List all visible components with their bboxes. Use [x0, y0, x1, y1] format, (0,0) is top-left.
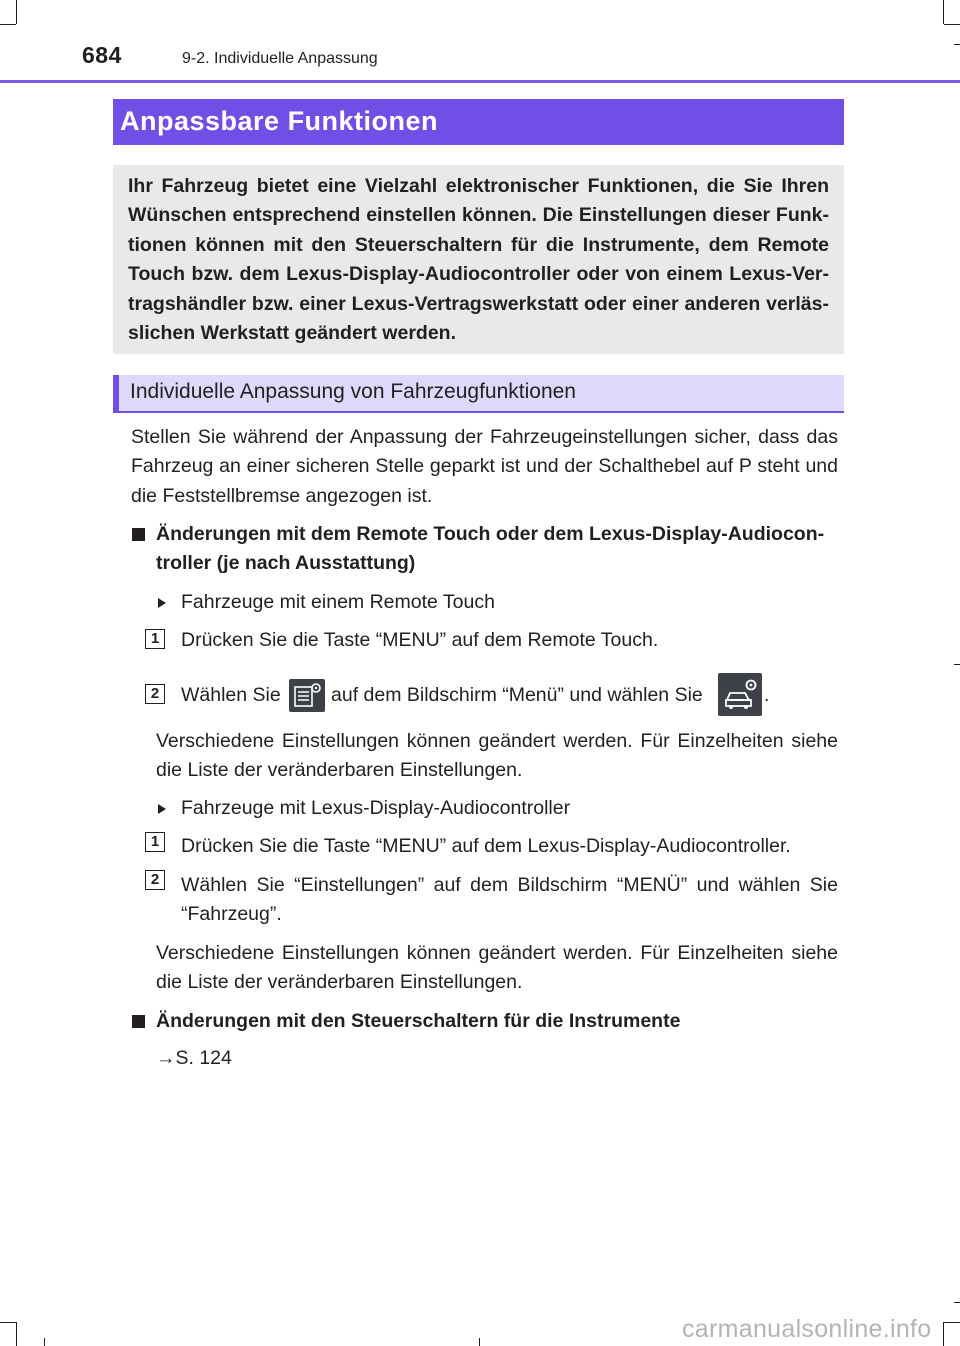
section-title: Anpassbare Funktionen	[113, 99, 844, 145]
crop-mark	[479, 1338, 480, 1346]
audio-controller-step2: Wählen Sie “Einstellungen” auf dem Bildschirm “MENÜ” und wählen Sie “Fahrzeug”.	[181, 874, 838, 926]
remote-touch-step1: Drücken Sie die Taste “MENU” auf dem Remote Touch.	[181, 629, 659, 651]
triangle-bullet-icon	[158, 598, 166, 608]
crop-mark	[16, 1322, 17, 1346]
audio-controller-note: Verschiedene Einstellungen können geändert werden. Für Einzelheiten siehe die Liste der veränderbaren Einstellungen.	[156, 942, 838, 994]
remote-touch-step2-part3: .	[764, 684, 770, 706]
crop-mark	[954, 44, 960, 45]
step-number-2: 2	[145, 684, 165, 704]
body-text: Stellen Sie während der Anpassung der Fahrzeugeinstellungen sicher, dass das Fahrzeug an einer sicheren Stelle geparkt ist und der Schalthebel auf P steht und die Feststellbremse angezogen ist.	[131, 426, 838, 507]
page-reference-link[interactable]: S. 124	[175, 1047, 232, 1069]
crop-mark	[944, 24, 960, 25]
step-number-1: 1	[145, 629, 165, 649]
page-reference	[156, 1044, 232, 1073]
subsection-title: Individuelle Anpassung von Fahrzeugfunktionen	[113, 375, 844, 413]
crop-mark	[44, 1338, 45, 1346]
crop-mark	[0, 24, 16, 25]
remote-touch-step2-part2: auf dem Bildschirm “Menü” und wählen Sie	[331, 684, 703, 706]
crop-mark	[943, 0, 944, 24]
intro-box	[113, 165, 844, 354]
step-number-2: 2	[145, 870, 165, 890]
settings-list-icon	[289, 679, 325, 712]
arrow-right-icon: →	[156, 1047, 176, 1069]
crop-mark	[16, 0, 17, 24]
remote-touch-note: Verschiedene Einstellungen können geändert werden. Für Einzelheiten siehe die Liste der veränderbaren Einstellungen.	[156, 730, 838, 782]
item1-heading: Änderungen mit dem Remote Touch oder dem Lexus-Display-Audiocon-troller (je nach Ausstattung)	[156, 523, 825, 575]
square-bullet-icon	[132, 1015, 145, 1028]
intro-text: Ihr Fahrzeug bietet eine Vielzahl elektronischer Funktionen, die Sie Ihren Wünschen entsprechend einstellen können. Die Einstellungen dieser Funk-tionen können mit den Steuerschaltern für die Instrumente, dem Remote Touch bzw. dem Lexus-Display-Audiocontroller oder von einem Lexus-Ver-tragshändler bzw. einer Lexus-Vertragswerkstatt oder einer anderen verläs-slichen Werkstatt geändert werden.	[128, 175, 829, 345]
remote-touch-step2-part1: Wählen Sie	[181, 684, 281, 706]
running-head: 9-2. Individuelle Anpassung	[182, 50, 378, 67]
crop-mark	[954, 664, 960, 665]
audio-controller-step1: Drücken Sie die Taste “MENU” auf dem Lexus-Display-Audiocontroller.	[181, 835, 791, 857]
vehicle-settings-icon	[718, 673, 762, 716]
step-number-1: 1	[145, 832, 165, 852]
remote-touch-label: Fahrzeuge mit einem Remote Touch	[181, 591, 495, 613]
crop-mark	[954, 1302, 960, 1303]
page-number: 684	[82, 42, 122, 68]
watermark: carmanualsonline.info	[682, 1315, 932, 1343]
header-divider	[0, 80, 960, 83]
square-bullet-icon	[132, 528, 145, 541]
crop-mark	[944, 1322, 960, 1323]
crop-mark	[0, 1322, 16, 1323]
triangle-bullet-icon	[158, 804, 166, 814]
audio-controller-label: Fahrzeuge mit Lexus-Display-Audiocontroller	[181, 797, 571, 819]
crop-mark	[943, 1322, 944, 1346]
item2-heading: Änderungen mit den Steuerschaltern für die Instrumente	[156, 1010, 681, 1032]
